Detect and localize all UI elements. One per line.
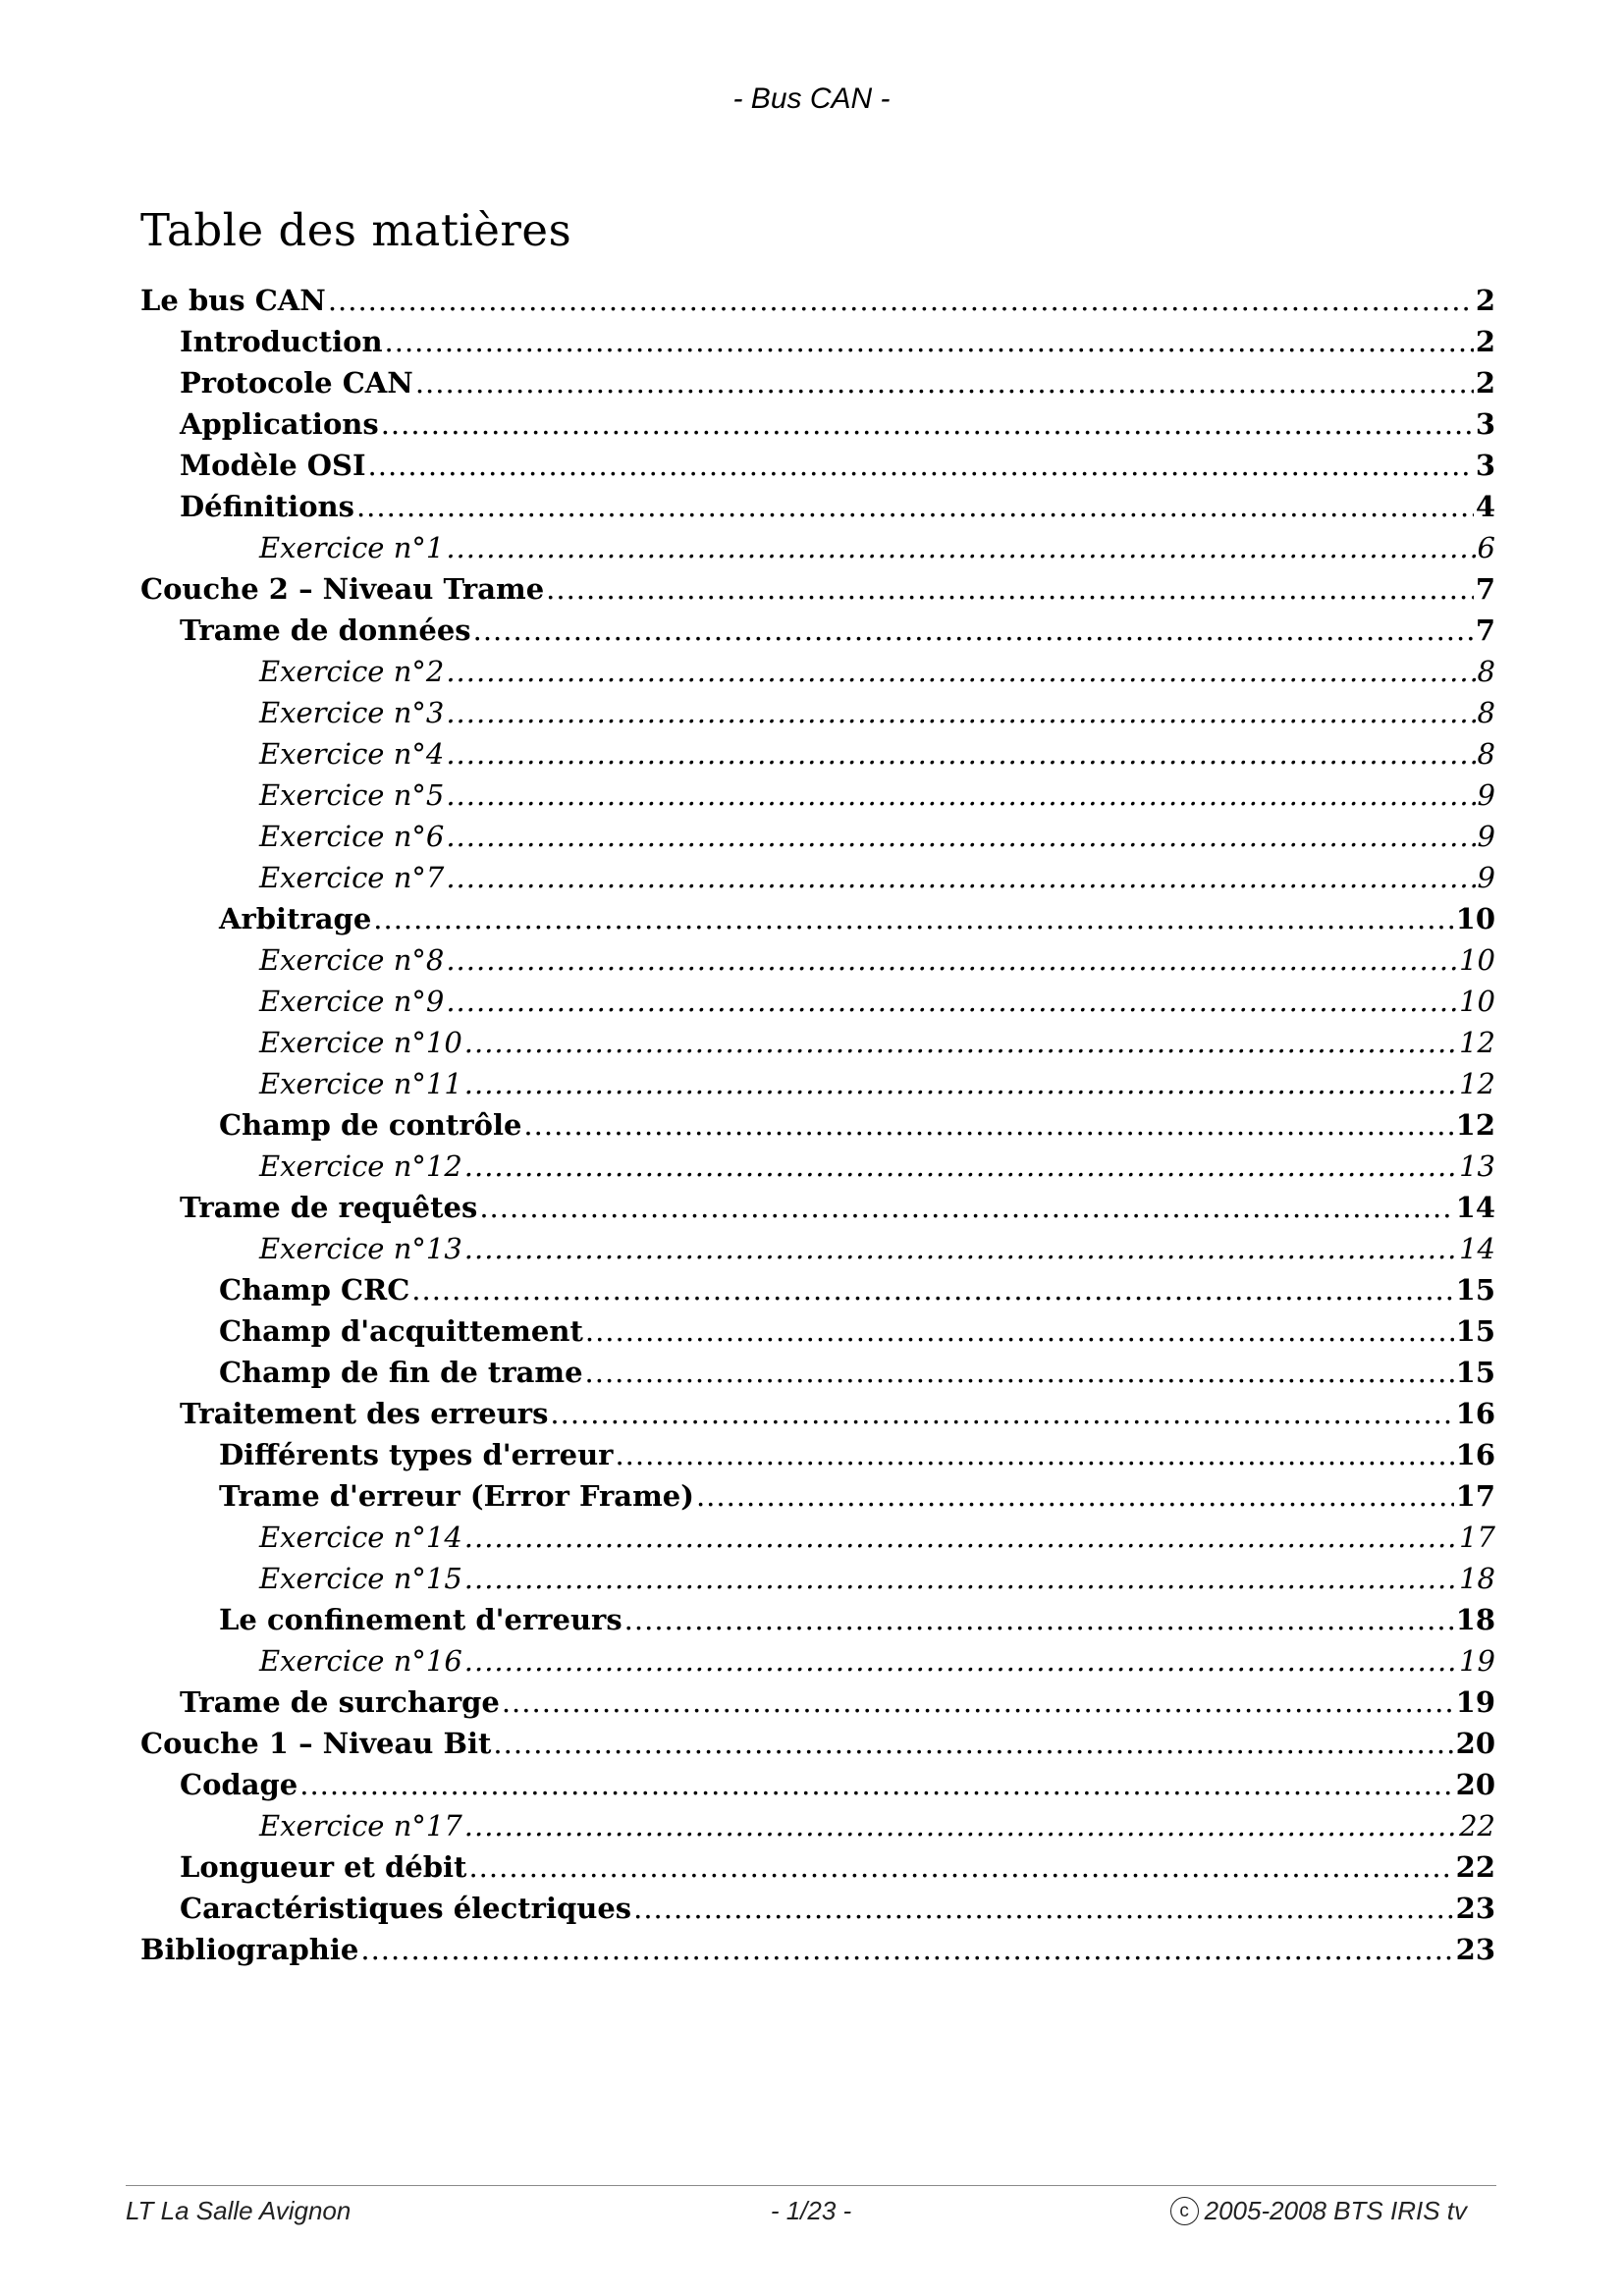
toc-entry-page: 4 [1475,490,1495,523]
toc-entry-page: 19 [1459,1644,1495,1678]
toc-entry[interactable] [140,1723,1495,1764]
toc-entry-page: 10 [1459,943,1495,977]
toc-entry-label: Exercice n°14 [259,1521,462,1554]
toc-dot-leader [464,1146,1457,1187]
toc-dot-leader [479,1187,1453,1228]
toc-dot-leader [464,1517,1457,1558]
toc-entry[interactable] [140,1104,1495,1146]
toc-entry-label: Exercice n°13 [259,1232,462,1265]
toc-entry-label: Introduction [180,325,383,358]
toc-dot-leader [502,1682,1454,1723]
toc-entry-label: Longueur et débit [180,1850,467,1884]
toc-entry[interactable] [140,1228,1495,1269]
toc-entry[interactable] [140,527,1495,568]
toc-entry-label: Exercice n°6 [259,820,445,853]
toc-entry[interactable] [140,1022,1495,1063]
toc-dot-leader [624,1599,1454,1640]
toc-entry-label: Bibliographie [140,1933,359,1966]
toc-entry[interactable] [140,939,1495,981]
toc-entry-label: Trame de surcharge [180,1685,500,1719]
toc-entry[interactable] [140,1517,1495,1558]
toc-entry-label: Exercice n°11 [259,1067,462,1100]
toc-dot-leader [446,939,1457,981]
footer-school: LT La Salle Avignon [126,2196,352,2225]
toc-entry[interactable] [140,898,1495,939]
toc-entry-page: 8 [1477,696,1495,729]
toc-dot-leader [464,1558,1457,1599]
toc-entry-page: 12 [1459,1067,1495,1100]
toc-entry-page: 16 [1455,1438,1495,1471]
toc-entry-page: 10 [1459,985,1495,1018]
toc-dot-leader [696,1475,1454,1517]
toc-entry-label: Exercice n°4 [259,737,445,771]
toc-entry[interactable] [140,651,1495,692]
toc-entry-page: 17 [1455,1479,1495,1513]
toc-entry-page: 16 [1455,1397,1495,1430]
toc-entry[interactable] [140,1888,1495,1929]
toc-dot-leader [446,692,1475,733]
toc-entry[interactable] [140,1187,1495,1228]
toc-entry-page: 3 [1475,449,1495,482]
toc-entry-page: 12 [1459,1026,1495,1059]
toc-dot-leader [493,1723,1453,1764]
toc-entry-label: Exercice n°9 [259,985,445,1018]
toc-entry[interactable] [140,774,1495,816]
toc-entry-page: 20 [1455,1727,1495,1760]
toc-entry-page: 15 [1455,1356,1495,1389]
toc-dot-leader [381,403,1474,445]
toc-dot-leader [550,1393,1453,1434]
toc-entry-label: Couche 1 – Niveau Bit [140,1727,492,1760]
toc-entry[interactable] [140,1558,1495,1599]
toc-entry-page: 20 [1455,1768,1495,1801]
toc-entry[interactable] [140,1929,1495,1970]
toc-entry[interactable] [140,1846,1495,1888]
toc-dot-leader [546,568,1474,610]
toc-entry[interactable] [140,1640,1495,1682]
table-of-contents [140,280,1495,1970]
toc-dot-leader [464,1022,1457,1063]
page-header: - Bus CAN - [732,82,891,115]
toc-entry-page: 14 [1459,1232,1495,1265]
toc-entry-label: Exercice n°16 [259,1644,462,1678]
toc-entry[interactable] [140,692,1495,733]
toc-entry[interactable] [140,1146,1495,1187]
toc-entry[interactable] [140,1764,1495,1805]
toc-entry[interactable] [140,1352,1495,1393]
toc-entry-label: Trame de requêtes [180,1191,478,1224]
toc-entry-label: Exercice n°2 [259,655,445,688]
toc-entry-page: 8 [1477,655,1495,688]
toc-entry[interactable] [140,1269,1495,1310]
toc-entry-page: 14 [1455,1191,1495,1224]
toc-entry-page: 9 [1477,778,1495,812]
toc-dot-leader [464,1640,1457,1682]
toc-dot-leader [368,445,1474,486]
toc-entry-page: 6 [1477,531,1495,564]
toc-entry-label: Codage [180,1768,298,1801]
toc-dot-leader [585,1310,1454,1352]
toc-entry-label: Traitement des erreurs [180,1397,549,1430]
toc-entry-label: Champ d'acquittement [219,1314,583,1348]
toc-entry[interactable] [140,321,1495,362]
toc-dot-leader [464,1805,1457,1846]
toc-entry-label: Définitions [180,490,354,523]
toc-entry[interactable] [140,1310,1495,1352]
toc-entry-label: Différents types d'erreur [219,1438,614,1471]
toc-entry[interactable] [140,1805,1495,1846]
toc-entry-label: Couche 2 – Niveau Trame [140,572,545,606]
toc-dot-leader [446,651,1475,692]
toc-entry[interactable] [140,1682,1495,1723]
toc-entry-label: Trame d'erreur (Error Frame) [219,1479,694,1513]
toc-entry-page: 18 [1459,1562,1495,1595]
toc-entry[interactable] [140,445,1495,486]
toc-entry-label: Exercice n°15 [259,1562,462,1595]
toc-dot-leader [464,1063,1457,1104]
toc-dot-leader [523,1104,1453,1146]
toc-entry-label: Modèle OSI [180,449,366,482]
page-footer [126,2196,1496,2235]
toc-dot-leader [446,774,1475,816]
toc-entry-page: 3 [1475,407,1495,441]
toc-dot-leader [585,1352,1454,1393]
toc-entry-page: 2 [1475,284,1495,317]
toc-entry-page: 10 [1455,902,1495,935]
toc-entry-label: Exercice n°7 [259,861,445,894]
toc-entry[interactable] [140,1599,1495,1640]
toc-entry-page: 9 [1477,820,1495,853]
toc-entry-page: 7 [1475,614,1495,647]
toc-entry-label: Arbitrage [219,902,372,935]
toc-dot-leader [446,857,1475,898]
toc-entry[interactable] [140,1475,1495,1517]
toc-entry-label: Protocole CAN [180,366,413,400]
toc-entry-page: 13 [1459,1149,1495,1183]
footer-copyright-text: 2005-2008 BTS IRIS tv [1204,2196,1467,2225]
toc-entry-page: 19 [1455,1685,1495,1719]
toc-dot-leader [446,981,1457,1022]
toc-dot-leader [385,321,1474,362]
toc-entry-label: Applications [180,407,379,441]
toc-dot-leader [328,280,1474,321]
toc-dot-leader [411,1269,1453,1310]
toc-entry[interactable] [140,610,1495,651]
toc-dot-leader [446,816,1475,857]
toc-entry[interactable] [140,981,1495,1022]
toc-entry-page: 2 [1475,366,1495,400]
toc-entry-page: 22 [1455,1850,1495,1884]
toc-entry-page: 8 [1477,737,1495,771]
toc-entry[interactable] [140,733,1495,774]
page-number: - 1/23 - [770,2196,852,2225]
toc-entry[interactable] [140,568,1495,610]
toc-entry-label: Trame de données [180,614,471,647]
copyright-icon: c [1170,2197,1199,2225]
toc-entry[interactable] [140,280,1495,321]
toc-dot-leader [446,733,1475,774]
toc-entry[interactable] [140,1434,1495,1475]
toc-dot-leader [468,1846,1453,1888]
toc-entry[interactable] [140,486,1495,527]
footer-copyright [1170,2196,1467,2227]
toc-entry-page: 9 [1477,861,1495,894]
toc-entry-label: Champ de fin de trame [219,1356,583,1389]
toc-entry-label: Champ de contrôle [219,1108,522,1142]
toc-entry-label: Caractéristiques électriques [180,1892,632,1925]
toc-entry-label: Le bus CAN [140,284,326,317]
toc-entry-page: 2 [1475,325,1495,358]
footer-divider [126,2185,1496,2186]
toc-dot-leader [356,486,1474,527]
toc-entry-page: 12 [1455,1108,1495,1142]
toc-entry-label: Exercice n°8 [259,943,445,977]
toc-entry-label: Exercice n°10 [259,1026,462,1059]
toc-dot-leader [473,610,1474,651]
toc-entry-page: 15 [1455,1314,1495,1348]
toc-dot-leader [464,1228,1457,1269]
toc-entry[interactable] [140,857,1495,898]
toc-entry-page: 22 [1459,1809,1495,1842]
toc-entry-page: 18 [1455,1603,1495,1636]
toc-dot-leader [446,527,1475,568]
toc-entry-page: 23 [1455,1933,1495,1966]
toc-dot-leader [415,362,1474,403]
toc-dot-leader [373,898,1453,939]
toc-dot-leader [360,1929,1453,1970]
toc-entry-label: Exercice n°5 [259,778,445,812]
toc-entry-label: Exercice n°3 [259,696,445,729]
toc-dot-leader [633,1888,1454,1929]
toc-entry-page: 7 [1475,572,1495,606]
toc-entry[interactable] [140,1393,1495,1434]
toc-entry-label: Exercice n°1 [259,531,445,564]
toc-entry-label: Le confinement d'erreurs [219,1603,622,1636]
toc-entry[interactable] [140,816,1495,857]
toc-entry-page: 15 [1455,1273,1495,1307]
toc-entry-page: 17 [1459,1521,1495,1554]
toc-entry-label: Exercice n°17 [259,1809,462,1842]
toc-entry-page: 23 [1455,1892,1495,1925]
toc-entry-label: Exercice n°12 [259,1149,462,1183]
toc-title: Table des matières [140,204,572,256]
toc-entry-label: Champ CRC [219,1273,410,1307]
toc-entry[interactable] [140,362,1495,403]
toc-entry[interactable] [140,403,1495,445]
toc-dot-leader [615,1434,1453,1475]
toc-entry[interactable] [140,1063,1495,1104]
toc-dot-leader [299,1764,1453,1805]
